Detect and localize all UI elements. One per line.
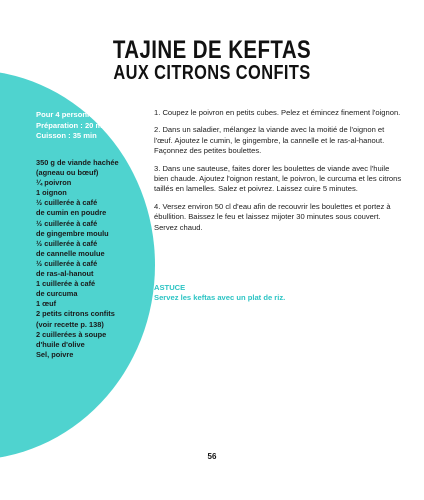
servings-text: Pour 4 personnes — [36, 110, 101, 119]
ingredient-line: de curcuma — [36, 289, 78, 299]
ingredient-line: d'huile d'olive — [36, 339, 85, 349]
recipe-title: TAJINE DE KEFTAS — [112, 36, 312, 64]
ingredient-line: (agneau ou bœuf) — [36, 168, 99, 178]
recipe-subtitle: AUX CITRONS CONFITS — [113, 62, 311, 84]
ingredient-line: 350 g de viande hachée — [36, 158, 119, 167]
ingredient-line: ½ cuillerée à café — [36, 258, 98, 268]
ingredient-line: ¼ poivron — [36, 178, 72, 188]
ingredient-line: 2 cuillerées à soupe — [36, 329, 107, 339]
ingredient-line: de cumin en poudre — [36, 208, 107, 218]
ingredient-line: ½ cuillerée à café — [36, 198, 98, 208]
page-number: 56 — [207, 452, 217, 461]
prep-time-text: Préparation : 20 min — [36, 120, 110, 130]
instruction-step: 2. Dans un saladier, mélangez la viande avec la moitié de l'oignon et l'œuf. Ajoutez le cumin, le gingembre, la cannelle et le ras-al-hanout. Façonnez des petites boulettes. — [154, 125, 385, 156]
ingredient-line: de ras-al-hanout — [36, 269, 94, 279]
instruction-step: 3. Dans une sauteuse, faites dorer les boulettes de viande avec l'huile bien chaude. Ajoutez l'oignon restant, le poivron, le curcuma et les citrons taillés en lamelles. Salez et poivrez. Laissez cuire 5 minutes. — [154, 163, 402, 194]
cook-time-text: Cuisson : 35 min — [36, 131, 97, 140]
ingredient-line: ½ cuillerée à café — [36, 238, 98, 248]
instructions — [154, 108, 404, 240]
tip-text: Servez les keftas avec un plat de riz. — [154, 293, 286, 303]
ingredient-line: de gingembre moulu — [36, 228, 109, 238]
ingredient-line: 1 oignon — [36, 188, 67, 198]
ingredient-line: (voir recette p. 138) — [36, 319, 104, 329]
ingredient-line: 2 petits citrons confits — [36, 309, 115, 319]
instruction-step: 1. Coupez le poivron en petits cubes. Pelez et émincez finement l'oignon. — [154, 108, 401, 117]
ingredient-line: Sel, poivre — [36, 349, 74, 359]
tip-label: ASTUCE — [154, 283, 186, 292]
recipe-meta — [36, 110, 109, 142]
ingredient-line: de cannelle moulue — [36, 248, 105, 258]
instruction-step: 4. Versez environ 50 cl d'eau afin de recouvrir les boulettes et portez à ébullition. Baissez le feu et laissez mijoter 30 minutes sous couvert. Servez chaud. — [154, 201, 391, 232]
tip-box — [154, 283, 404, 304]
ingredients-list — [36, 158, 119, 360]
ingredient-line: ½ cuillerée à café — [36, 218, 98, 228]
ingredient-line: 1 œuf — [36, 299, 57, 309]
ingredient-line: 1 cuillerée à café — [36, 279, 96, 289]
